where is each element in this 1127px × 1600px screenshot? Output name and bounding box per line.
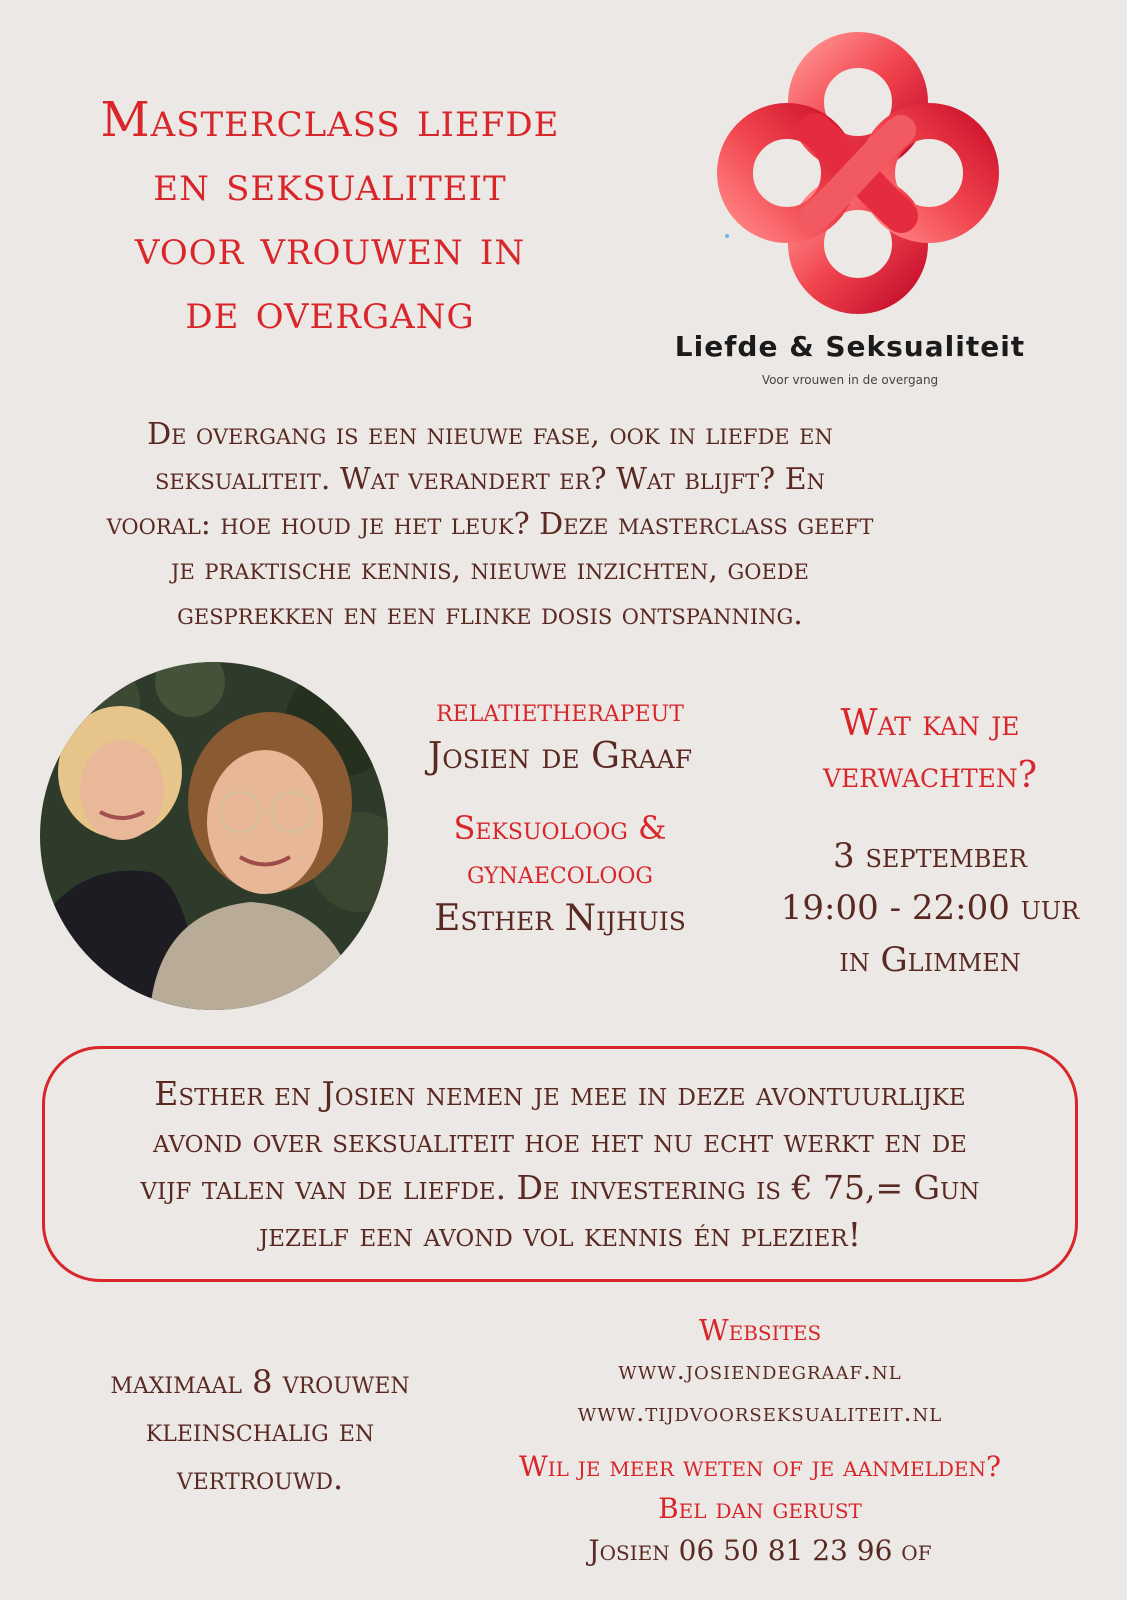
- role-gynaecologist: gynaecoloog: [466, 853, 654, 891]
- highlight-box: [42, 1046, 1078, 1282]
- role-sexologist: Seksuoloog &: [453, 809, 667, 847]
- event-question: Wat kan je: [840, 703, 1020, 744]
- contact-info: [470, 1310, 1050, 1572]
- capacity-line: maximaal 8 vrouwen: [110, 1363, 410, 1401]
- title-line: de overgang: [185, 284, 475, 340]
- event-time: 19:00 - 22:00 uur: [780, 888, 1080, 928]
- intro-line: je praktische kennis, nieuwe inzichten, goede: [171, 552, 809, 587]
- title-line: en seksualiteit: [153, 156, 507, 212]
- name-esther: Esther Nijhuis: [434, 898, 686, 939]
- team-info: [380, 688, 740, 944]
- team-photo: [40, 662, 388, 1010]
- capacity-line: kleinschalig en: [145, 1411, 375, 1449]
- box-line: vijf talen van de liefde. De investering is € 75,= Gun: [140, 1168, 980, 1207]
- websites-heading: Websites: [698, 1313, 822, 1347]
- contact-cta: Wil je meer weten of je aanmelden?: [518, 1450, 1002, 1483]
- website-link-tijd[interactable]: www.tijdvoorseksualiteit.nl: [577, 1398, 943, 1427]
- page-title: [50, 88, 610, 344]
- intro-line: seksualiteit. Wat verandert er? Wat blijft? En: [154, 462, 826, 497]
- contact-phone[interactable]: Josien 06 50 81 23 96 of: [588, 1534, 932, 1567]
- box-line: avond over seksualiteit hoe het nu echt werkt en de: [153, 1121, 967, 1160]
- event-info: [760, 698, 1100, 986]
- box-line: jezelf een avond vol kennis én plezier!: [258, 1215, 862, 1254]
- event-details: [760, 830, 1100, 986]
- event-location: in Glimmen: [839, 940, 1021, 980]
- contact-call: Bel dan gerust: [658, 1492, 862, 1525]
- capacity-line: vertrouwd.: [176, 1459, 344, 1497]
- website-link-josien[interactable]: www.josiendegraaf.nl: [618, 1356, 902, 1385]
- logo-tagline: Voor vrouwen in de overgang: [761, 373, 939, 387]
- name-josien: Josien de Graaf: [427, 736, 693, 777]
- intro-paragraph: [30, 412, 950, 637]
- logo-name: Liefde & Seksualiteit: [674, 330, 1026, 363]
- portrait-illustration: [40, 662, 388, 1010]
- intro-line: De overgang is een nieuwe fase, ook in liefde en: [147, 417, 833, 452]
- intro-line: gesprekken en een flinke dosis ontspanning.: [177, 597, 803, 632]
- role-therapist: relatietherapeut: [436, 691, 684, 729]
- title-line: voor vrouwen in: [134, 220, 526, 276]
- box-line: Esther en Josien nemen je mee in deze avontuurlijke: [154, 1074, 966, 1113]
- logo-knot-icon: [715, 30, 1001, 316]
- event-date: 3 september: [833, 836, 1027, 876]
- capacity-info: [40, 1358, 480, 1502]
- event-question-2: verwachten?: [822, 755, 1038, 796]
- title-line: Masterclass liefde: [100, 92, 560, 148]
- intro-line: vooral: hoe houd je het leuk? Deze masterclass geeft: [106, 507, 874, 542]
